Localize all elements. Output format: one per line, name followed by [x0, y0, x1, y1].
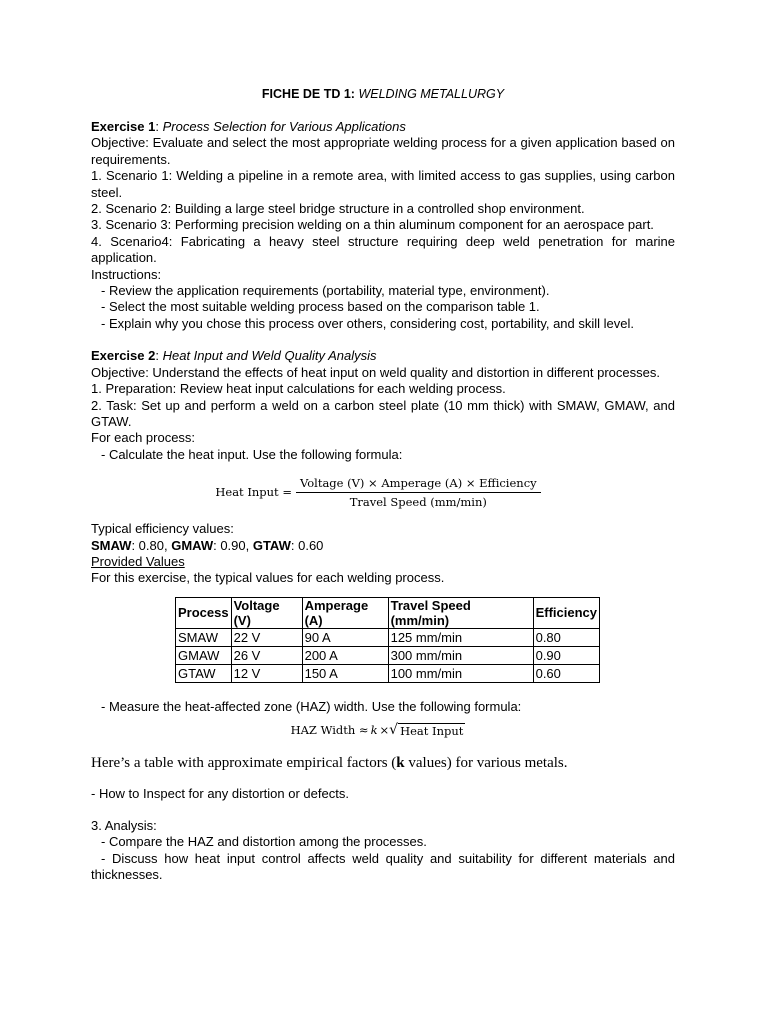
formula-numerator: Voltage (V) × Amperage (A) × Efficiency: [296, 476, 541, 493]
table-header-row: [176, 597, 600, 628]
instruction-3: - Explain why you chose this process over others, considering cost, portability, and skill level.: [101, 315, 635, 331]
preparation-step: 1. Preparation: Review heat input calculations for each welding process.: [91, 381, 506, 397]
title-italic: WELDING METALLURGY: [358, 87, 505, 101]
analysis-1: - Compare the HAZ and distortion among the processes.: [101, 834, 427, 850]
document-page: [91, 86, 675, 884]
process-values-table: [175, 597, 600, 683]
scenario-3: 3. Scenario 3: Performing precision welding on a thin aluminum component for an aerospace part.: [91, 217, 654, 233]
page-title: [91, 86, 675, 103]
instruction-2: - Select the most suitable welding process based on the comparison table 1.: [101, 299, 540, 315]
header-process: Process: [176, 597, 232, 628]
exercise2-label: Exercise 2: [91, 348, 156, 364]
formula-lhs: Heat Input =: [215, 485, 292, 500]
calc-heat-input: - Calculate the heat input. Use the following formula:: [101, 446, 403, 462]
analysis-label: 3. Analysis:: [91, 817, 157, 833]
header-amperage: Amperage (A): [302, 597, 388, 628]
scenario-2: 2. Scenario 2: Building a large steel bridge structure in a controlled shop environment.: [91, 201, 585, 217]
scenario-4: 4. Scenario4: Fabricating a heavy steel structure requiring deep weld penetration for marine application.: [91, 233, 675, 266]
efficiency-values: SMAW: 0.80, GMAW: 0.90, GTAW: 0.60: [91, 537, 324, 553]
exercise2-objective: Objective: Understand the effects of heat input on weld quality and distortion in different processes.: [91, 364, 660, 380]
table-row: GTAW 12 V 150 A 100 mm/min 0.60: [176, 664, 600, 682]
exercise2-heading: Exercise 2: Heat Input and Weld Quality Analysis: [91, 348, 377, 364]
exercise1-subtitle: Process Selection for Various Applications: [162, 119, 406, 134]
measure-haz: - Measure the heat-affected zone (HAZ) width. Use the following formula:: [101, 698, 522, 714]
haz-width-formula: HAZ Width ≈ k × √ Heat Input: [290, 722, 464, 739]
inspect-line: - How to Inspect for any distortion or defects.: [91, 785, 349, 801]
table-row: SMAW 22 V 90 A 125 mm/min 0.80: [176, 628, 600, 646]
header-efficiency: Efficiency: [533, 597, 599, 628]
typical-efficiency-label: Typical efficiency values:: [91, 521, 234, 537]
scenario-1: 1. Scenario 1: Welding a pipeline in a remote area, with limited access to gas supplies, using carbon steel.: [91, 168, 675, 200]
provided-values-heading: Provided Values: [91, 553, 185, 569]
header-travel-speed: Travel Speed (mm/min): [388, 597, 533, 628]
instruction-1: - Review the application requirements (portability, material type, environment).: [101, 283, 550, 299]
formula-denominator: Travel Speed (mm/min): [349, 494, 487, 509]
header-voltage: Voltage (V): [231, 597, 302, 628]
title-bold: FICHE DE TD 1:: [261, 87, 355, 101]
exercise1-objective: Objective: Evaluate and select the most appropriate welding process for a given application based on requirements.: [91, 135, 675, 167]
analysis-2: - Discuss how heat input control affects weld quality and suitability for different materials and thicknesses.: [91, 850, 675, 883]
exercise1-label: Exercise 1: [91, 119, 156, 134]
k-values-note: Here’s a table with approximate empirical factors (k values) for various metals.: [91, 755, 568, 772]
exercise2-subtitle: Heat Input and Weld Quality Analysis: [162, 348, 377, 364]
sqrt-symbol: √ Heat Input: [389, 722, 464, 739]
instructions-label: Instructions:: [91, 266, 162, 282]
exercise1-heading: Exercise 1: Process Selection for Various Applications: [91, 119, 406, 134]
task-step: 2. Task: Set up and perform a weld on a carbon steel plate (10 mm thick) with SMAW, GMAW, and GTAW.: [91, 397, 675, 429]
table-row: GMAW 26 V 200 A 300 mm/min 0.90: [176, 646, 600, 664]
heat-input-formula: [81, 463, 675, 521]
for-each-process: For each process:: [91, 430, 196, 446]
provided-values-desc: For this exercise, the typical values for each welding process.: [91, 570, 445, 586]
formula-fraction: [296, 476, 541, 509]
